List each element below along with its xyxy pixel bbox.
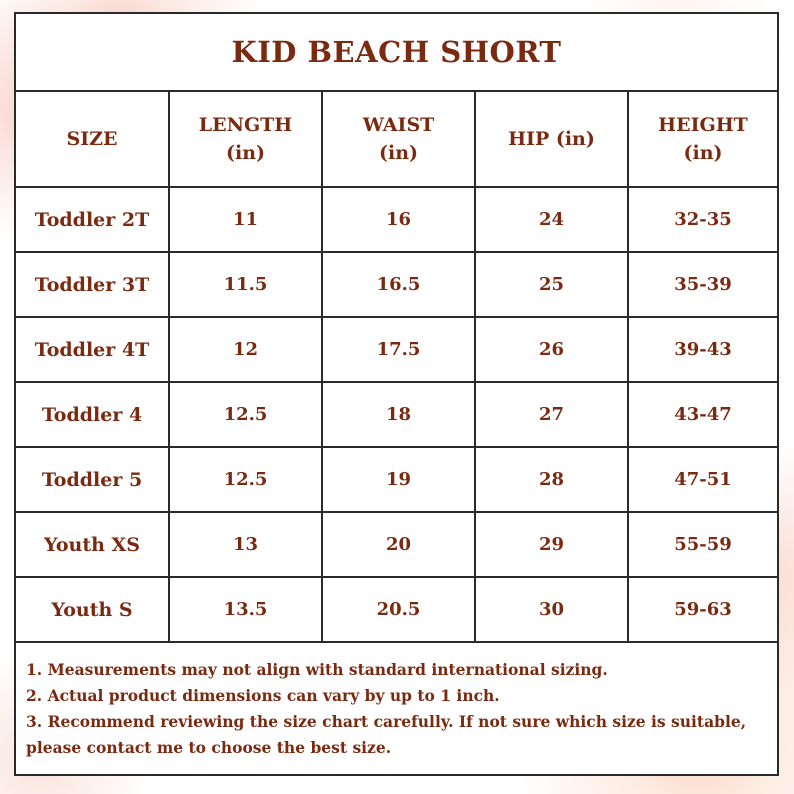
length-cell: 11.5 bbox=[169, 252, 322, 317]
table-row bbox=[16, 447, 777, 512]
waist-cell: 19 bbox=[322, 447, 475, 512]
size-cell: Youth XS bbox=[16, 512, 169, 577]
column-header-length bbox=[169, 92, 322, 187]
height-cell: 43-47 bbox=[628, 382, 777, 447]
table-row bbox=[16, 187, 777, 252]
title-row bbox=[16, 14, 777, 92]
column-header-waist bbox=[322, 92, 475, 187]
column-header-size-label: SIZE bbox=[66, 128, 118, 150]
hip-cell: 25 bbox=[475, 252, 628, 317]
column-header-hip-label: HIP (in) bbox=[508, 128, 595, 150]
length-cell: 12.5 bbox=[169, 382, 322, 447]
height-cell: 39-43 bbox=[628, 317, 777, 382]
waist-cell: 18 bbox=[322, 382, 475, 447]
length-cell: 13 bbox=[169, 512, 322, 577]
hip-cell: 30 bbox=[475, 577, 628, 642]
column-header-height bbox=[628, 92, 777, 187]
size-cell: Toddler 2T bbox=[16, 187, 169, 252]
length-cell: 11 bbox=[169, 187, 322, 252]
hip-cell: 29 bbox=[475, 512, 628, 577]
table-row bbox=[16, 382, 777, 447]
note-item: 1. Measurements may not align with standard international sizing. bbox=[26, 660, 608, 679]
notes-section bbox=[16, 639, 777, 774]
hip-cell: 27 bbox=[475, 382, 628, 447]
size-cell: Toddler 3T bbox=[16, 252, 169, 317]
waist-cell: 20.5 bbox=[322, 577, 475, 642]
waist-cell: 20 bbox=[322, 512, 475, 577]
table-row bbox=[16, 577, 777, 642]
table-row bbox=[16, 317, 777, 382]
length-cell: 12.5 bbox=[169, 447, 322, 512]
length-cell: 13.5 bbox=[169, 577, 322, 642]
size-chart bbox=[14, 12, 779, 776]
header-row bbox=[16, 92, 777, 187]
hip-cell: 24 bbox=[475, 187, 628, 252]
column-header-hip bbox=[475, 92, 628, 187]
height-cell: 47-51 bbox=[628, 447, 777, 512]
column-header-waist-label: WAIST (in) bbox=[362, 114, 435, 164]
chart-title: KID BEACH SHORT bbox=[231, 35, 562, 69]
hip-cell: 28 bbox=[475, 447, 628, 512]
height-cell: 35-39 bbox=[628, 252, 777, 317]
size-cell: Toddler 4T bbox=[16, 317, 169, 382]
height-cell: 32-35 bbox=[628, 187, 777, 252]
size-table bbox=[16, 92, 777, 643]
waist-cell: 17.5 bbox=[322, 317, 475, 382]
waist-cell: 16.5 bbox=[322, 252, 475, 317]
column-header-height-label: HEIGHT (in) bbox=[658, 114, 748, 164]
height-cell: 55-59 bbox=[628, 512, 777, 577]
size-cell: Youth S bbox=[16, 577, 169, 642]
note-item: 2. Actual product dimensions can vary by up to 1 inch. bbox=[26, 686, 500, 705]
table-row bbox=[16, 252, 777, 317]
hip-cell: 26 bbox=[475, 317, 628, 382]
note-item: 3. Recommend reviewing the size chart carefully. If not sure which size is suitable, please contact me to choose the best size. bbox=[26, 712, 747, 757]
column-header-length-label: LENGTH (in) bbox=[198, 114, 293, 164]
size-cell: Toddler 4 bbox=[16, 382, 169, 447]
waist-cell: 16 bbox=[322, 187, 475, 252]
column-header-size bbox=[16, 92, 169, 187]
table-row bbox=[16, 512, 777, 577]
length-cell: 12 bbox=[169, 317, 322, 382]
height-cell: 59-63 bbox=[628, 577, 777, 642]
size-cell: Toddler 5 bbox=[16, 447, 169, 512]
